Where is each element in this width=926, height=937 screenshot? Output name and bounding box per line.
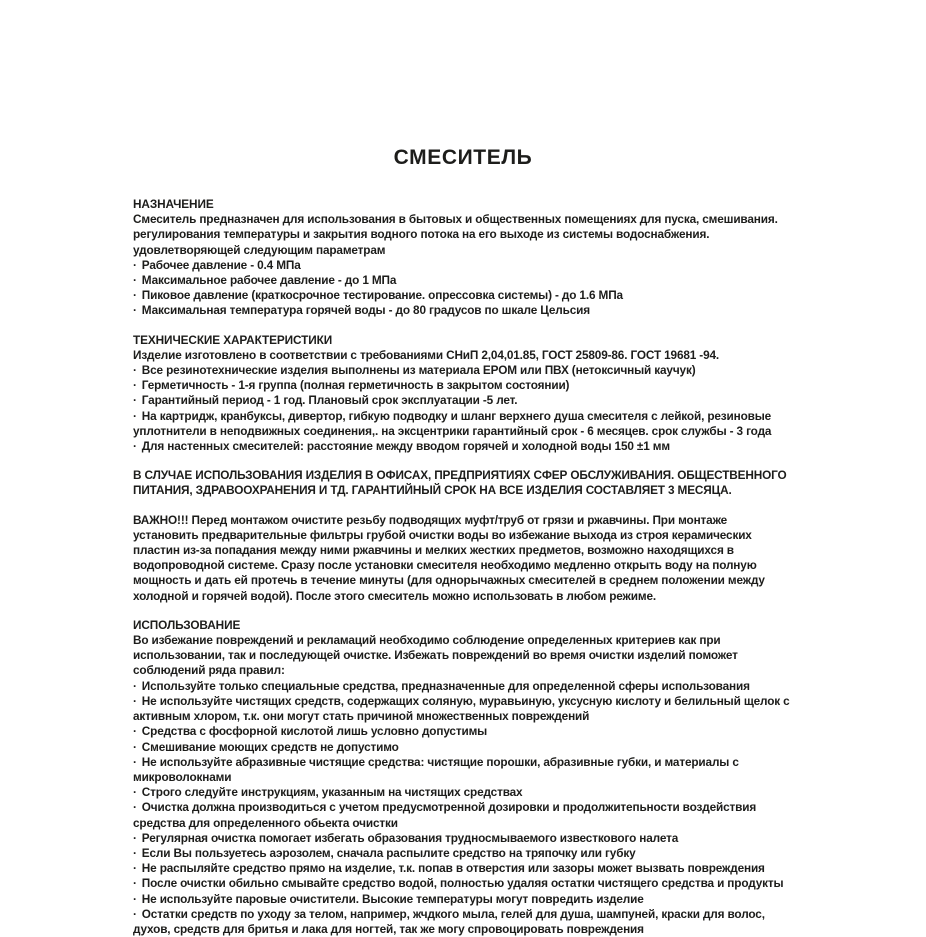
- bullet-dot: ·: [133, 393, 137, 408]
- bullet-item: [133, 439, 793, 454]
- bullet-item: [133, 907, 793, 937]
- bullet-item: [133, 831, 793, 846]
- bullet-dot: ·: [133, 754, 137, 769]
- bullet-item: [133, 755, 793, 785]
- bullet-dot: ·: [133, 891, 137, 906]
- bullet-text: Если Вы пользуетесь аэрозолем, сначала распылите средство на тряпочку или губку: [141, 845, 636, 860]
- tech-bullet-list: [133, 363, 793, 454]
- bullet-text: Максимальное рабочее давление - до 1 МПа: [141, 273, 397, 288]
- bullet-dot: ·: [133, 693, 137, 708]
- office-warranty-note: В СЛУЧАЕ ИСПОЛЬЗОВАНИЯ ИЗДЕЛИЯ В ОФИСАХ, ПРЕДПРИЯТИЯХ СФЕР ОБСЛУЖИВАНИЯ. ОБЩЕСТВЕННОГО ПИТАНИЯ, ЗДРАВООХРАНЕНИЯ И ТД. ГАРАНТИЙНЫЙ СРОК НА ВСЕ ИЗДЕЛИЯ СОСТАВЛЯЕТ 3 МЕСЯЦА.: [133, 468, 787, 498]
- bullet-text: Герметичность - 1-я группа (полная герметичность в закрытом состоянии): [141, 378, 570, 393]
- bullet-text: Очистка должна производиться с учетом предусмотренной дозировки и продолжитепьности воздействия средства для определенного обьекта очистки: [133, 800, 757, 830]
- bullet-dot: ·: [133, 800, 137, 815]
- bullet-item: [133, 258, 793, 273]
- bullet-text: Пиковое давление (краткосрочное тестирование. опрессовка системы) - до 1.6 МПа: [141, 288, 623, 303]
- bullet-text: Для настенных смесителей: расстояние между вводом горячей и холодной воды 150 ±1 мм: [141, 439, 670, 454]
- bullet-item: [133, 378, 793, 393]
- bullet-item: [133, 785, 793, 800]
- bullet-dot: ·: [133, 785, 137, 800]
- bullet-item: [133, 273, 793, 288]
- bullet-text: Средства с фосфорной кислотой лишь условно допустимы: [141, 724, 488, 739]
- bullet-item: [133, 861, 793, 876]
- section-naznachenie: [133, 197, 793, 319]
- bullet-text: Гарантийный период - 1 год. Плановый срок эксплуатации -5 лет.: [141, 393, 518, 408]
- usage-bullet-list: [133, 679, 793, 937]
- bullet-item: [133, 846, 793, 861]
- bullet-dot: ·: [133, 845, 137, 860]
- bullet-item: [133, 303, 793, 318]
- bullet-text: Смешивание моющих средств не допустимо: [141, 739, 399, 754]
- section-naznachenie-heading: НАЗНАЧЕНИЕ: [133, 197, 214, 211]
- bullet-dot: ·: [133, 439, 137, 454]
- important-note: ВАЖНО!!! Перед монтажом очистите резьбу подводящих муфт/труб от грязи и ржавчины. При монтаже установить предварительные фильтры грубой очистки воды во избежание выхода из строя керамических пластин из-за попадания между ними ржавчины и мелких жестких предметов, возможно находящихся в водопроводной системе. Сразу после установки смесителя необходимо медленно открыть воду на полную мощность и дать ей протечь в течение минуты (для однорычажных смесителей в среднем положении между холодной и горячей водой). После этого смеситель можно использовать в любом режиме.: [133, 512, 765, 603]
- bullet-dot: ·: [133, 906, 137, 921]
- bullet-item: [133, 876, 793, 891]
- bullet-dot: ·: [133, 257, 137, 272]
- bullet-dot: ·: [133, 678, 137, 693]
- naznachenie-bullet-list: [133, 258, 793, 319]
- bullet-dot: ·: [133, 876, 137, 891]
- bullet-text: Рабочее давление - 0.4 МПа: [141, 257, 301, 272]
- bullet-item: [133, 892, 793, 907]
- page-title: СМЕСИТЕЛЬ: [393, 146, 533, 169]
- bullet-text: После очистки обильно смывайте средство водой, полностью удаляя остатки чистящего средства и продукты: [141, 876, 784, 891]
- bullet-item: [133, 740, 793, 755]
- bullet-item: [133, 724, 793, 739]
- section-usage-heading: ИСПОЛЬЗОВАНИЕ: [133, 617, 241, 632]
- section-tech: [133, 333, 793, 455]
- bullet-dot: ·: [133, 288, 137, 303]
- bullet-item: [133, 800, 793, 830]
- bullet-text: Не используйте чистящих средств, содержащих соляную, муравьиную, уксусную кислоту и белильный щелок с активным хлором, т.к. они могут стать причиной множественных повреждений: [133, 693, 790, 724]
- section-usage-intro: Во избежание повреждений и рекламаций необходимо соблюдение определенных критериев как при использовании, так и последующей очистке. Избежать повреждений во время очистки изделий поможет соблюдений ряда правил:: [133, 633, 738, 678]
- bullet-text: Не распыляйте средство прямо на изделие, т.к. попав в отверстия или зазоры может вызвать повреждения: [141, 861, 765, 876]
- section-usage: [133, 618, 793, 937]
- bullet-dot: ·: [133, 861, 137, 876]
- bullet-item: [133, 393, 793, 408]
- bullet-dot: ·: [133, 303, 137, 318]
- bullet-text: Остатки средств по уходу за телом, например, жчдкого мыла, гелей для душа, шампуней, краски для волос, духов, средств для бритья и лака для ногтей, так же могу спровоцировать повреждения: [133, 906, 765, 936]
- bullet-text: Не используйте абразивные чистящие средства: чистящие порошки, абразивные губки, и материалы с микроволокнами: [133, 754, 739, 784]
- bullet-text: Строго следуйте инструкциям, указанным на чистящих средствах: [141, 785, 523, 800]
- bullet-dot: ·: [133, 408, 137, 423]
- section-tech-intro: Изделие изготовлено в соответствии с требованиями СНиП 2,04,01.85, ГОСТ 25809-86. ГОСТ 19681 -94.: [133, 347, 720, 362]
- bullet-dot: ·: [133, 724, 137, 739]
- bullet-item: [133, 409, 793, 439]
- bullet-dot: ·: [133, 363, 137, 378]
- bullet-item: [133, 679, 793, 694]
- bullet-dot: ·: [133, 273, 137, 288]
- bullet-item: [133, 694, 793, 724]
- bullet-dot: ·: [133, 739, 137, 754]
- bullet-text: На картридж, кранбуксы, дивертор, гибкую подводку и шланг верхнего душа смесителя с лейкой, резиновые уплотнители в неподвижных соединения,. на эксцентрики гарантийный срок - 6 месяцев. срок службы - 3 года: [133, 408, 772, 438]
- bullet-dot: ·: [133, 830, 137, 845]
- section-naznachenie-intro: Смеситель предназначен для использования в бытовых и общественных помещениях для пуска, смешивания. регулирования температуры и закрытия водного потока на его выходе из системы водоснабжения. удовлетворяющей следующим параметрам: [133, 212, 778, 257]
- bullet-text: Максимальная температура горячей воды - до 80 градусов по шкале Цельсия: [141, 303, 590, 318]
- bullet-text: Регулярная очистка помогает избегать образования трудносмываемого известкового налета: [141, 830, 679, 845]
- bullet-dot: ·: [133, 378, 137, 393]
- bullet-item: [133, 363, 793, 378]
- bullet-text: Не используйте паровые очистители. Высокие температуры могут повредить изделие: [141, 891, 644, 906]
- section-tech-heading: ТЕХНИЧЕСКИЕ ХАРАКТЕРИСТИКИ: [133, 332, 333, 347]
- bullet-item: [133, 288, 793, 303]
- bullet-text: Используйте только специальные средства, предназначенные для определенной сферы использования: [141, 678, 750, 693]
- bullet-text: Все резинотехнические изделия выполнены из материала ЕРОМ или ПВХ (нетоксичный каучук): [141, 363, 696, 378]
